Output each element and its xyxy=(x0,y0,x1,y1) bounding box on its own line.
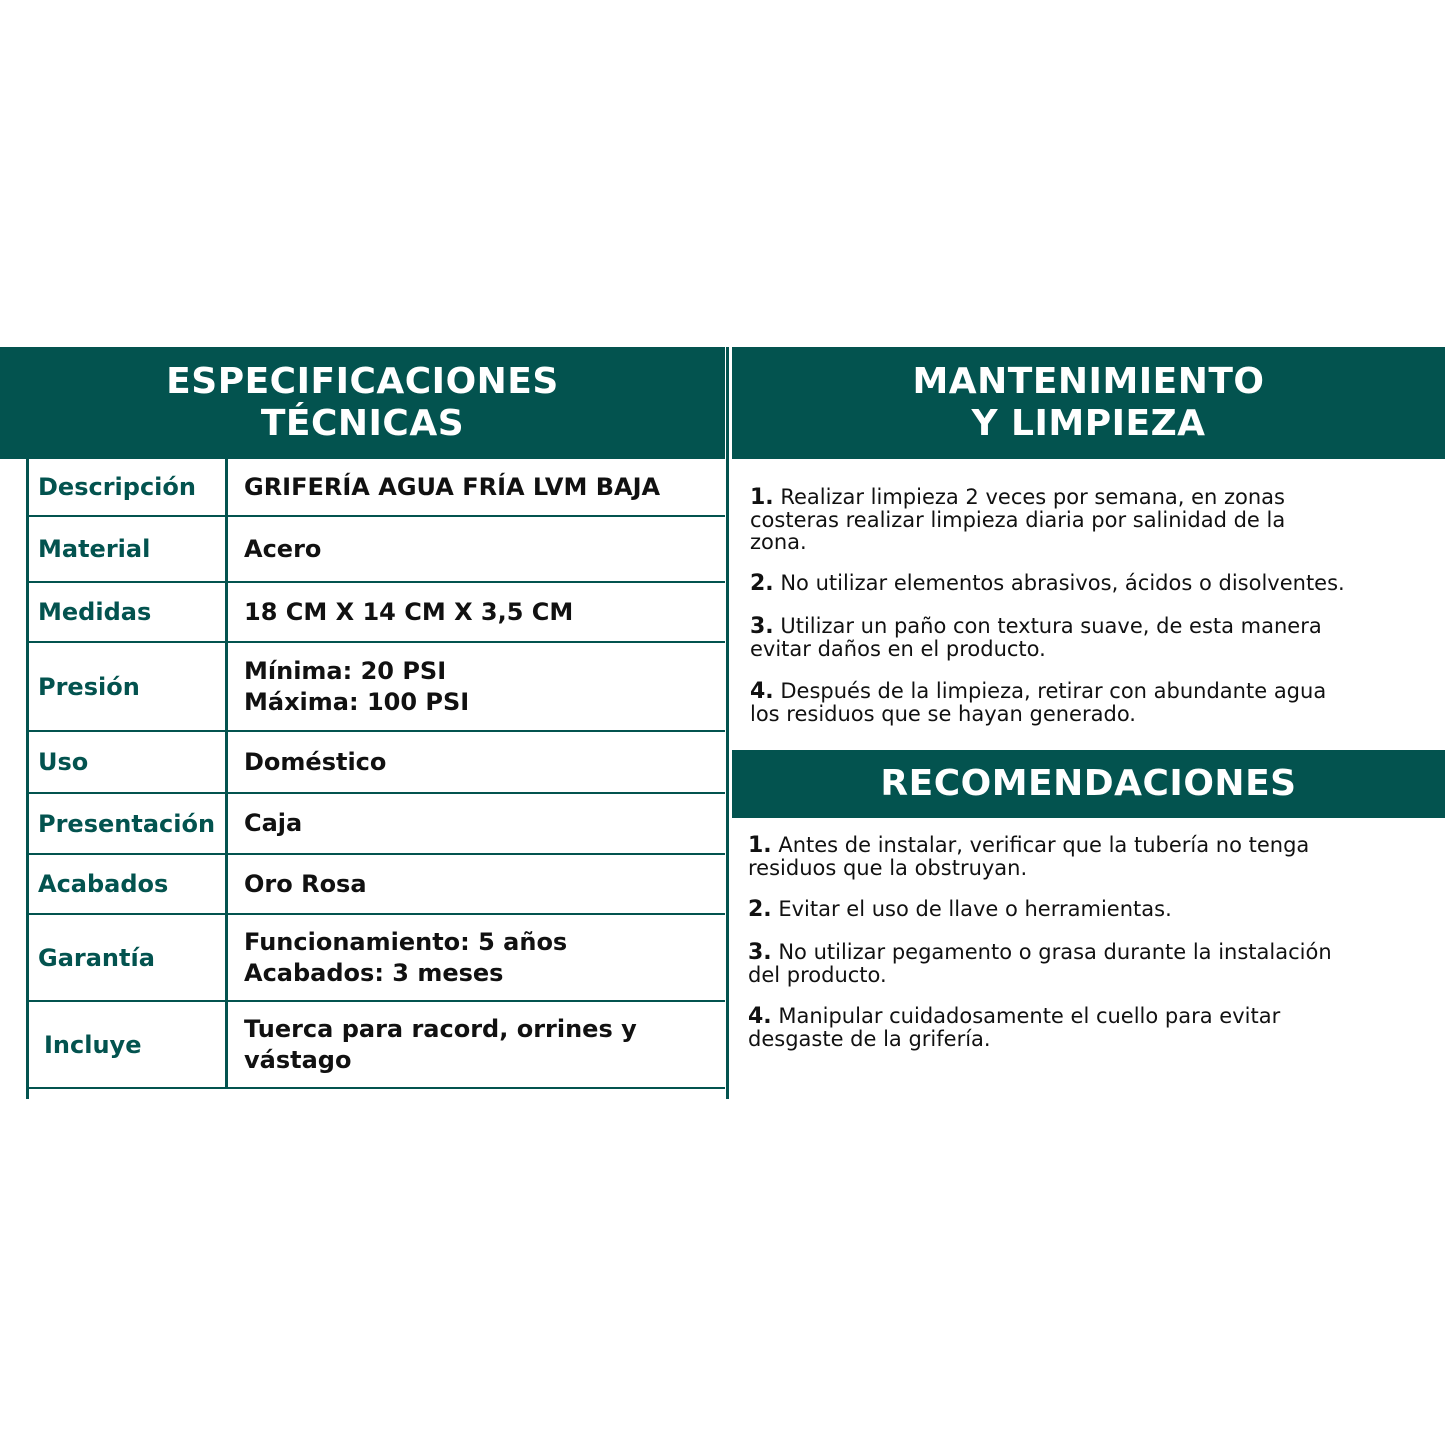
table-row xyxy=(29,855,725,915)
table-row xyxy=(29,459,725,517)
spec-table xyxy=(26,459,728,1099)
list-item: 2. Evitar el uso de llave o herramientas. xyxy=(748,897,1172,922)
spec-title-line1: ESPECIFICACIONES xyxy=(166,361,559,402)
row-value: Funcionamiento: 5 años Acabados: 3 meses xyxy=(244,927,568,987)
list-item: 3. Utilizar un paño con textura suave, de esta manera evitar daños en el producto. xyxy=(750,614,1322,661)
table-row xyxy=(29,1002,725,1089)
recommendations-list xyxy=(748,834,1428,1064)
maintenance-title-line2: Y LIMPIEZA xyxy=(971,403,1206,444)
table-row xyxy=(29,517,725,583)
table-row xyxy=(29,915,725,1002)
recommendations-title: RECOMENDACIONES xyxy=(880,763,1297,804)
table-row xyxy=(29,732,725,794)
list-item: 3. No utilizar pegamento o grasa durante la instalación del producto. xyxy=(748,940,1332,987)
list-item: 1. Realizar limpieza 2 veces por semana, en zonas costeras realizar limpieza diaria por salinidad de la zona. xyxy=(750,485,1286,554)
row-label: Descripción xyxy=(38,473,196,501)
table-row xyxy=(29,794,725,855)
row-label: Presión xyxy=(38,672,140,701)
recommendations-header xyxy=(732,750,1445,818)
list-item: 4. Después de la limpieza, retirar con abundante agua los residuos que se hayan generado. xyxy=(750,679,1327,726)
maintenance-list xyxy=(750,486,1430,726)
list-item: 2. No utilizar elementos abrasivos, ácidos o disolventes. xyxy=(750,571,1345,596)
row-value: Caja xyxy=(244,809,303,837)
row-label: Material xyxy=(38,535,151,563)
row-value: Oro Rosa xyxy=(244,869,367,898)
table-row xyxy=(29,643,725,732)
row-label: Garantía xyxy=(38,943,155,972)
row-value: GRIFERÍA AGUA FRÍA LVM BAJA xyxy=(244,472,661,501)
maintenance-header xyxy=(732,347,1445,459)
table-row xyxy=(29,583,725,643)
list-item: 4. Manipular cuidadosamente el cuello para evitar desgaste de la grifería. xyxy=(748,1004,1281,1051)
spec-header xyxy=(0,347,725,459)
row-label: Uso xyxy=(38,748,89,776)
row-label: Acabados xyxy=(38,870,169,898)
row-label: Presentación xyxy=(38,809,216,838)
row-value: Mínima: 20 PSI Máxima: 100 PSI xyxy=(244,656,470,716)
spec-title-line2: TÉCNICAS xyxy=(260,403,465,444)
row-value: Doméstico xyxy=(244,747,387,776)
row-value: 18 CM X 14 CM X 3,5 CM xyxy=(244,597,574,626)
row-label: Medidas xyxy=(38,598,152,626)
maintenance-title-line1: MANTENIMIENTO xyxy=(912,361,1265,402)
row-value: Acero xyxy=(244,534,322,563)
list-item: 1. Antes de instalar, verificar que la tubería no tenga residuos que la obstruyan. xyxy=(748,833,1310,880)
row-label: Incluye xyxy=(44,1030,142,1059)
row-value: Tuerca para racord, orrines y vástago xyxy=(244,1014,637,1074)
